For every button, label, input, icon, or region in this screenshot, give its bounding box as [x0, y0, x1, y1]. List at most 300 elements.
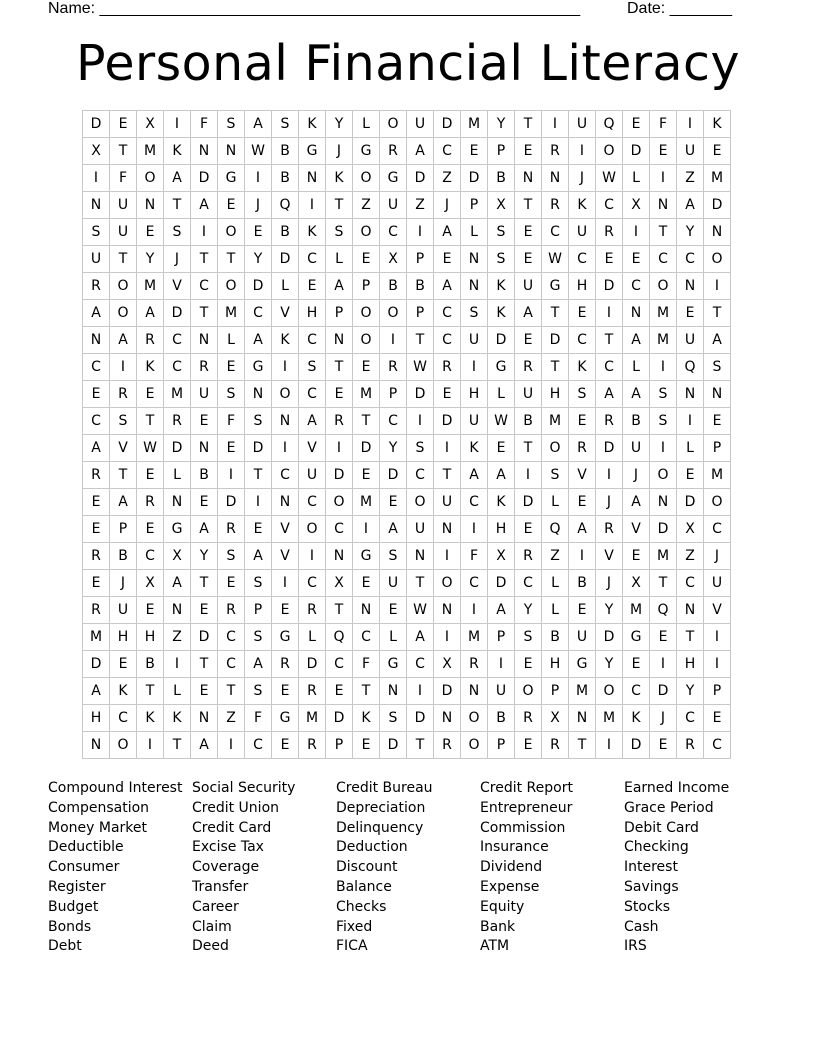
- word-list-item: Debit Card: [624, 819, 699, 836]
- grid-cell: E: [110, 111, 137, 138]
- grid-cell: U: [434, 489, 461, 516]
- grid-cell: I: [326, 435, 353, 462]
- word-list-item: Budget: [48, 898, 99, 915]
- grid-cell: N: [326, 327, 353, 354]
- grid-cell: P: [542, 678, 569, 705]
- grid-cell: N: [434, 516, 461, 543]
- grid-cell: S: [218, 543, 245, 570]
- grid-cell: I: [245, 165, 272, 192]
- grid-cell: T: [245, 462, 272, 489]
- grid-cell: A: [488, 462, 515, 489]
- grid-cell: B: [542, 624, 569, 651]
- grid-cell: N: [515, 165, 542, 192]
- grid-cell: L: [488, 381, 515, 408]
- grid-cell: E: [353, 354, 380, 381]
- grid-cell: V: [164, 273, 191, 300]
- grid-cell: T: [326, 192, 353, 219]
- grid-cell: T: [110, 138, 137, 165]
- word-list-item: Balance: [336, 878, 392, 895]
- grid-cell: H: [677, 651, 704, 678]
- grid-cell: K: [164, 138, 191, 165]
- grid-row: [83, 462, 731, 489]
- grid-cell: T: [164, 732, 191, 759]
- grid-cell: I: [650, 435, 677, 462]
- word-list-item: Insurance: [480, 839, 549, 856]
- grid-cell: D: [596, 435, 623, 462]
- grid-cell: I: [164, 111, 191, 138]
- grid-cell: O: [353, 300, 380, 327]
- grid-cell: O: [137, 165, 164, 192]
- grid-cell: E: [488, 435, 515, 462]
- grid-cell: K: [569, 354, 596, 381]
- grid-cell: C: [569, 246, 596, 273]
- word-list-item: Career: [192, 898, 239, 915]
- grid-row: [83, 111, 731, 138]
- grid-cell: C: [434, 300, 461, 327]
- grid-cell: D: [353, 435, 380, 462]
- word-list-item: Deed: [192, 938, 229, 955]
- grid-cell: A: [299, 408, 326, 435]
- grid-cell: N: [191, 327, 218, 354]
- grid-cell: I: [434, 435, 461, 462]
- grid-cell: W: [596, 165, 623, 192]
- grid-cell: C: [218, 651, 245, 678]
- grid-cell: K: [461, 435, 488, 462]
- grid-cell: N: [83, 192, 110, 219]
- grid-cell: Y: [515, 597, 542, 624]
- grid-cell: C: [83, 408, 110, 435]
- grid-cell: G: [488, 354, 515, 381]
- grid-cell: I: [569, 138, 596, 165]
- grid-cell: E: [83, 381, 110, 408]
- word-list-item: Compensation: [48, 799, 150, 816]
- grid-cell: T: [353, 408, 380, 435]
- grid-cell: D: [83, 111, 110, 138]
- grid-cell: L: [299, 624, 326, 651]
- grid-cell: Z: [434, 165, 461, 192]
- grid-cell: U: [461, 327, 488, 354]
- grid-cell: R: [596, 516, 623, 543]
- grid-cell: G: [299, 138, 326, 165]
- grid-cell: V: [623, 516, 650, 543]
- grid-cell: D: [326, 462, 353, 489]
- grid-cell: E: [191, 597, 218, 624]
- grid-cell: C: [326, 516, 353, 543]
- word-list-item: Savings: [624, 878, 679, 895]
- grid-cell: Z: [542, 543, 569, 570]
- grid-row: [83, 624, 731, 651]
- grid-cell: R: [677, 732, 704, 759]
- grid-cell: R: [380, 138, 407, 165]
- grid-cell: L: [542, 570, 569, 597]
- grid-cell: W: [542, 246, 569, 273]
- word-list-item: Checks: [336, 898, 387, 915]
- word-list-item: Deductible: [48, 839, 124, 856]
- grid-cell: D: [677, 489, 704, 516]
- grid-cell: F: [218, 408, 245, 435]
- grid-cell: U: [83, 246, 110, 273]
- grid-cell: N: [623, 300, 650, 327]
- grid-cell: T: [515, 111, 542, 138]
- grid-cell: O: [461, 732, 488, 759]
- grid-cell: B: [569, 570, 596, 597]
- grid-cell: R: [299, 597, 326, 624]
- grid-cell: A: [407, 138, 434, 165]
- grid-cell: T: [569, 732, 596, 759]
- grid-cell: E: [623, 246, 650, 273]
- grid-cell: D: [83, 651, 110, 678]
- grid-cell: Z: [677, 543, 704, 570]
- word-column: [192, 779, 295, 957]
- grid-cell: B: [623, 408, 650, 435]
- grid-cell: S: [245, 678, 272, 705]
- grid-cell: B: [191, 462, 218, 489]
- grid-cell: Y: [596, 597, 623, 624]
- grid-cell: N: [245, 381, 272, 408]
- grid-cell: J: [326, 138, 353, 165]
- grid-cell: A: [245, 543, 272, 570]
- grid-cell: M: [137, 138, 164, 165]
- grid-cell: A: [596, 381, 623, 408]
- grid-cell: E: [245, 516, 272, 543]
- grid-cell: P: [380, 381, 407, 408]
- grid-cell: V: [110, 435, 137, 462]
- grid-cell: N: [353, 597, 380, 624]
- grid-cell: U: [569, 624, 596, 651]
- grid-cell: F: [650, 111, 677, 138]
- grid-cell: D: [650, 516, 677, 543]
- grid-cell: W: [137, 435, 164, 462]
- grid-cell: I: [164, 651, 191, 678]
- grid-cell: O: [542, 435, 569, 462]
- grid-cell: Z: [677, 165, 704, 192]
- word-list-item: Equity: [480, 898, 525, 915]
- grid-cell: R: [542, 138, 569, 165]
- grid-cell: E: [272, 732, 299, 759]
- grid-cell: C: [515, 570, 542, 597]
- grid-cell: C: [245, 732, 272, 759]
- grid-cell: D: [434, 408, 461, 435]
- grid-cell: S: [704, 354, 731, 381]
- grid-cell: V: [299, 435, 326, 462]
- grid-cell: E: [218, 354, 245, 381]
- grid-cell: C: [596, 354, 623, 381]
- word-column: [48, 779, 182, 957]
- grid-cell: C: [677, 705, 704, 732]
- grid-cell: E: [83, 489, 110, 516]
- grid-cell: S: [461, 300, 488, 327]
- grid-cell: K: [704, 111, 731, 138]
- grid-cell: K: [569, 192, 596, 219]
- grid-cell: S: [569, 381, 596, 408]
- grid-cell: I: [704, 624, 731, 651]
- grid-cell: A: [569, 516, 596, 543]
- grid-cell: P: [488, 732, 515, 759]
- grid-cell: D: [380, 462, 407, 489]
- word-list-item: Commission: [480, 819, 566, 836]
- grid-cell: C: [704, 732, 731, 759]
- grid-cell: O: [272, 381, 299, 408]
- grid-cell: E: [650, 624, 677, 651]
- grid-cell: O: [515, 678, 542, 705]
- date-field-label: Date: _______: [627, 0, 732, 17]
- grid-cell: M: [623, 597, 650, 624]
- grid-cell: R: [299, 732, 326, 759]
- grid-cell: A: [677, 192, 704, 219]
- grid-cell: I: [650, 354, 677, 381]
- grid-cell: X: [83, 138, 110, 165]
- grid-cell: I: [677, 111, 704, 138]
- word-list-item: Interest: [624, 859, 678, 876]
- grid-cell: W: [407, 354, 434, 381]
- grid-cell: Q: [542, 516, 569, 543]
- grid-cell: E: [515, 138, 542, 165]
- grid-row: [83, 732, 731, 759]
- grid-cell: U: [110, 192, 137, 219]
- grid-cell: I: [407, 219, 434, 246]
- grid-cell: X: [380, 246, 407, 273]
- grid-cell: L: [164, 462, 191, 489]
- grid-cell: E: [353, 570, 380, 597]
- grid-cell: C: [380, 219, 407, 246]
- grid-row: [83, 273, 731, 300]
- grid-cell: V: [704, 597, 731, 624]
- word-list-item: Credit Bureau: [336, 780, 433, 796]
- grid-cell: C: [137, 543, 164, 570]
- grid-cell: I: [677, 408, 704, 435]
- grid-cell: O: [380, 111, 407, 138]
- grid-cell: N: [569, 705, 596, 732]
- grid-cell: K: [137, 705, 164, 732]
- grid-cell: A: [434, 273, 461, 300]
- grid-cell: B: [515, 408, 542, 435]
- grid-cell: E: [191, 408, 218, 435]
- grid-cell: Z: [218, 705, 245, 732]
- grid-cell: I: [569, 543, 596, 570]
- grid-cell: T: [542, 300, 569, 327]
- grid-cell: A: [83, 678, 110, 705]
- grid-cell: K: [137, 354, 164, 381]
- grid-cell: S: [488, 246, 515, 273]
- grid-row: [83, 705, 731, 732]
- grid-cell: I: [623, 219, 650, 246]
- grid-cell: L: [218, 327, 245, 354]
- grid-cell: D: [704, 192, 731, 219]
- grid-cell: Y: [191, 543, 218, 570]
- grid-cell: J: [650, 705, 677, 732]
- word-list-item: Debt: [48, 938, 82, 955]
- grid-cell: C: [83, 354, 110, 381]
- grid-cell: E: [245, 219, 272, 246]
- word-list-item: Discount: [336, 859, 398, 876]
- grid-row: [83, 543, 731, 570]
- word-list-item: Money Market: [48, 819, 147, 836]
- grid-cell: B: [137, 651, 164, 678]
- grid-cell: U: [110, 597, 137, 624]
- grid-cell: B: [488, 705, 515, 732]
- grid-cell: D: [326, 705, 353, 732]
- grid-cell: J: [596, 570, 623, 597]
- grid-cell: A: [83, 435, 110, 462]
- grid-cell: T: [515, 192, 542, 219]
- grid-cell: A: [515, 300, 542, 327]
- word-list-item: Credit Report: [480, 780, 573, 796]
- grid-cell: D: [272, 246, 299, 273]
- grid-cell: I: [272, 435, 299, 462]
- grid-cell: I: [380, 327, 407, 354]
- grid-cell: R: [542, 192, 569, 219]
- grid-cell: Z: [353, 192, 380, 219]
- grid-cell: S: [380, 705, 407, 732]
- grid-cell: H: [569, 273, 596, 300]
- grid-row: [83, 138, 731, 165]
- grid-cell: D: [218, 489, 245, 516]
- grid-cell: A: [461, 462, 488, 489]
- grid-cell: N: [434, 597, 461, 624]
- grid-cell: E: [326, 678, 353, 705]
- grid-cell: N: [191, 138, 218, 165]
- grid-cell: K: [299, 219, 326, 246]
- grid-row: [83, 570, 731, 597]
- grid-cell: H: [110, 624, 137, 651]
- grid-cell: Q: [272, 192, 299, 219]
- grid-cell: R: [569, 435, 596, 462]
- grid-cell: E: [623, 543, 650, 570]
- grid-cell: R: [110, 381, 137, 408]
- grid-cell: I: [83, 165, 110, 192]
- grid-cell: M: [569, 678, 596, 705]
- grid-cell: T: [650, 570, 677, 597]
- grid-cell: E: [353, 246, 380, 273]
- grid-cell: N: [407, 543, 434, 570]
- grid-cell: N: [704, 381, 731, 408]
- word-list-item: Fixed: [336, 918, 373, 935]
- grid-row: [83, 489, 731, 516]
- grid-cell: P: [407, 300, 434, 327]
- grid-cell: I: [596, 732, 623, 759]
- grid-cell: C: [623, 273, 650, 300]
- grid-cell: D: [434, 678, 461, 705]
- grid-row: [83, 300, 731, 327]
- grid-cell: S: [164, 219, 191, 246]
- word-list-item: Stocks: [624, 898, 671, 915]
- grid-row: [83, 516, 731, 543]
- grid-cell: W: [407, 597, 434, 624]
- grid-cell: B: [272, 165, 299, 192]
- grid-cell: E: [515, 516, 542, 543]
- grid-cell: E: [650, 732, 677, 759]
- grid-cell: L: [542, 489, 569, 516]
- grid-cell: E: [623, 651, 650, 678]
- grid-cell: F: [461, 543, 488, 570]
- grid-cell: S: [83, 219, 110, 246]
- grid-cell: L: [164, 678, 191, 705]
- grid-cell: K: [488, 489, 515, 516]
- grid-cell: R: [272, 651, 299, 678]
- grid-cell: D: [191, 624, 218, 651]
- grid-cell: E: [677, 462, 704, 489]
- word-column: [336, 779, 433, 957]
- grid-cell: A: [623, 381, 650, 408]
- grid-cell: N: [434, 705, 461, 732]
- grid-cell: X: [434, 651, 461, 678]
- grid-cell: K: [164, 705, 191, 732]
- grid-cell: C: [164, 354, 191, 381]
- grid-cell: C: [353, 624, 380, 651]
- grid-cell: B: [407, 273, 434, 300]
- grid-row: [83, 219, 731, 246]
- grid-cell: T: [191, 651, 218, 678]
- grid-cell: I: [488, 651, 515, 678]
- grid-cell: L: [677, 435, 704, 462]
- word-list-item: Credit Union: [192, 799, 280, 816]
- grid-cell: C: [569, 327, 596, 354]
- grid-cell: E: [569, 489, 596, 516]
- grid-cell: Z: [164, 624, 191, 651]
- grid-cell: X: [326, 570, 353, 597]
- word-list-item: Bonds: [48, 918, 92, 935]
- grid-cell: G: [353, 138, 380, 165]
- grid-cell: D: [299, 651, 326, 678]
- grid-cell: E: [704, 138, 731, 165]
- grid-cell: T: [704, 300, 731, 327]
- grid-cell: Q: [326, 624, 353, 651]
- grid-cell: D: [542, 327, 569, 354]
- grid-cell: T: [164, 192, 191, 219]
- grid-cell: A: [245, 111, 272, 138]
- grid-cell: L: [461, 219, 488, 246]
- grid-cell: E: [677, 300, 704, 327]
- grid-cell: M: [650, 327, 677, 354]
- grid-cell: R: [83, 273, 110, 300]
- grid-cell: U: [407, 516, 434, 543]
- grid-cell: U: [569, 111, 596, 138]
- grid-cell: O: [704, 489, 731, 516]
- grid-cell: E: [110, 651, 137, 678]
- grid-cell: T: [110, 246, 137, 273]
- grid-cell: G: [164, 516, 191, 543]
- word-list-item: Deduction: [336, 839, 408, 856]
- grid-cell: C: [110, 705, 137, 732]
- grid-cell: I: [299, 192, 326, 219]
- grid-cell: G: [542, 273, 569, 300]
- grid-cell: M: [218, 300, 245, 327]
- grid-cell: D: [515, 489, 542, 516]
- grid-cell: X: [164, 543, 191, 570]
- grid-cell: E: [326, 381, 353, 408]
- grid-cell: E: [515, 651, 542, 678]
- grid-cell: E: [434, 246, 461, 273]
- grid-cell: P: [245, 597, 272, 624]
- grid-cell: S: [299, 354, 326, 381]
- grid-cell: Y: [677, 678, 704, 705]
- grid-cell: C: [434, 327, 461, 354]
- grid-row: [83, 381, 731, 408]
- grid-cell: P: [353, 273, 380, 300]
- grid-cell: N: [83, 327, 110, 354]
- grid-cell: Z: [407, 192, 434, 219]
- grid-cell: T: [515, 435, 542, 462]
- grid-cell: M: [650, 543, 677, 570]
- grid-cell: E: [137, 462, 164, 489]
- grid-cell: C: [299, 327, 326, 354]
- grid-cell: I: [704, 273, 731, 300]
- grid-cell: M: [704, 462, 731, 489]
- grid-cell: R: [137, 489, 164, 516]
- grid-cell: G: [245, 354, 272, 381]
- grid-cell: E: [218, 192, 245, 219]
- grid-cell: N: [218, 138, 245, 165]
